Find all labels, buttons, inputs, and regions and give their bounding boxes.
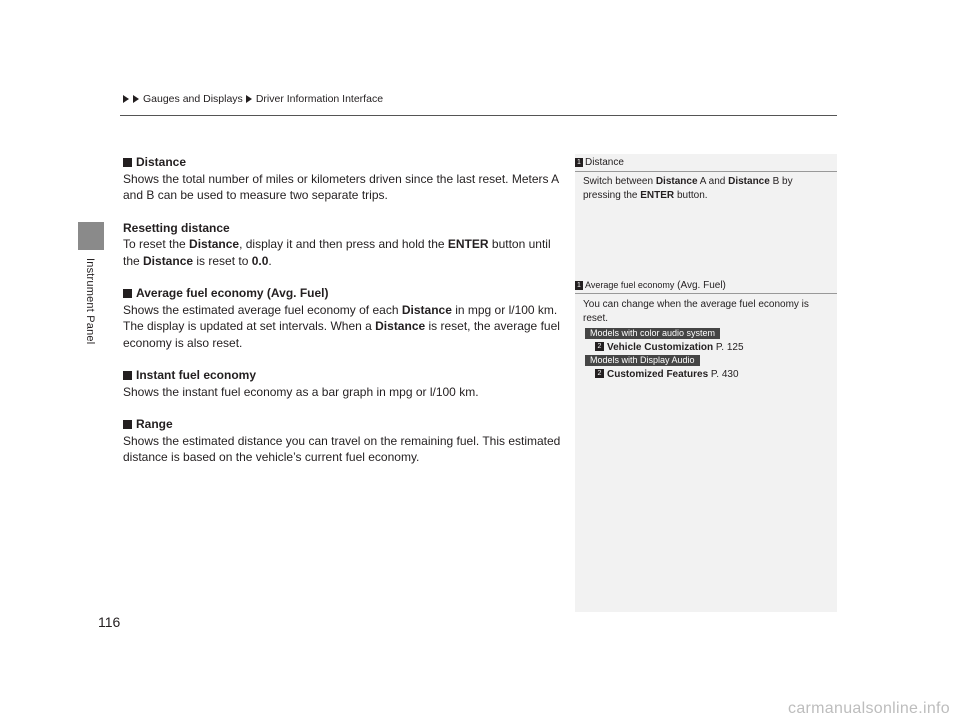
xref-vehicle-customization[interactable]: 2 Vehicle Customization P. 125	[583, 341, 831, 355]
resetting-distance-heading: Resetting distance	[123, 220, 230, 235]
section-distance-heading	[123, 154, 563, 171]
breadcrumb-arrow-icon	[133, 95, 139, 103]
page-number: 116	[98, 614, 121, 630]
square-bullet-icon	[123, 371, 132, 380]
model-badge-display-audio: Models with Display Audio	[585, 355, 700, 366]
section-range-heading	[123, 416, 563, 433]
chapter-tab	[78, 222, 104, 250]
section-range-text: Shows the estimated distance you can travel on the remaining fuel. This estimated distance is based on the vehicle’s current fuel economy.	[123, 433, 561, 464]
note-distance-body: Switch between Distance A and Distance B by pressing the ENTER button.	[583, 176, 793, 201]
section-title: Distance	[136, 155, 187, 169]
section-instant-fuel-heading	[123, 367, 563, 384]
section-title: Instant fuel economy	[136, 368, 257, 382]
breadcrumb	[123, 93, 383, 105]
section-distance-text: Shows the total number of miles or kilometers driven since the last reset. Meters A and B can be used to measure two separate trips.	[123, 171, 559, 202]
chapter-label: Instrument Panel	[84, 258, 96, 345]
notes-sidebar	[575, 154, 837, 612]
resetting-distance-text: To reset the Distance, display it and then press and hold the ENTER button until the Distance is reset to 0.0.	[123, 237, 551, 268]
section-avg-fuel-text: Shows the estimated average fuel economy of each Distance in mpg or l/100 km. The display is updated at set intervals. When a Distance is reset, the average fuel economy is also reset.	[123, 302, 560, 350]
model-badge-color-audio: Models with color audio system	[585, 328, 720, 339]
note-avg-fuel-text: You can change when the average fuel economy is reset.	[583, 299, 809, 324]
header-divider	[120, 115, 837, 116]
note-icon: 1	[575, 158, 583, 167]
section-title: Range	[136, 417, 173, 431]
note-icon: 1	[575, 281, 583, 290]
square-bullet-icon	[123, 420, 132, 429]
watermark: carmanualsonline.info	[788, 700, 950, 717]
section-avg-fuel-heading	[123, 285, 563, 302]
breadcrumb-item-dii[interactable]: Driver Information Interface	[255, 93, 384, 105]
note-divider	[575, 293, 837, 294]
breadcrumb-item-gauges[interactable]: Gauges and Displays	[143, 93, 243, 105]
square-bullet-icon	[123, 289, 132, 298]
note-avg-fuel-title: 1 Average fuel economy (Avg. Fuel)	[575, 280, 837, 291]
xref-customized-features[interactable]: 2 Customized Features P. 430	[583, 368, 831, 382]
breadcrumb-arrow-icon	[123, 95, 129, 103]
note-distance-title: 1 Distance	[575, 157, 837, 168]
section-title: Average fuel economy (Avg. Fuel)	[136, 286, 329, 300]
square-bullet-icon	[123, 158, 132, 167]
breadcrumb-arrow-icon	[246, 95, 252, 103]
main-content	[123, 154, 563, 466]
note-avg-fuel-body	[583, 298, 831, 381]
cross-reference-icon: 2	[595, 342, 604, 351]
note-divider	[575, 171, 837, 172]
cross-reference-icon: 2	[595, 369, 604, 378]
section-instant-fuel-text: Shows the instant fuel economy as a bar graph in mpg or l/100 km.	[123, 384, 479, 399]
